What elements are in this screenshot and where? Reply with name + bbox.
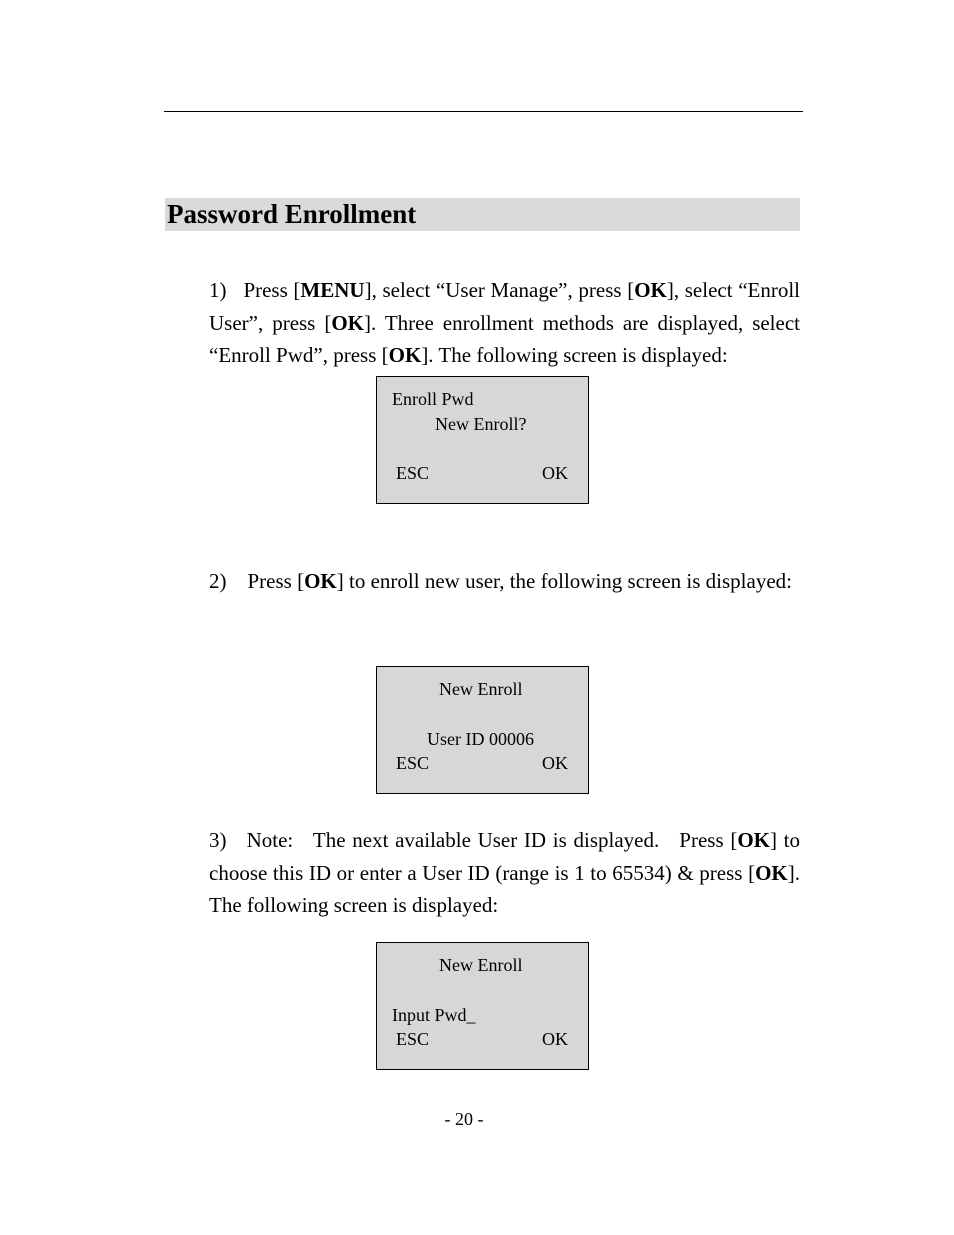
- section-title: Password Enrollment: [167, 199, 417, 229]
- lcd-screen-input-pwd: [376, 942, 589, 1070]
- lcd-esc-label: ESC: [396, 463, 430, 483]
- lcd-line-2: Input Pwd_: [392, 1005, 476, 1025]
- lcd-line-1: Enroll Pwd: [392, 389, 474, 409]
- lcd-ok-label: OK: [542, 1029, 568, 1049]
- step-2-paragraph: 2) Press [OK] to enroll new user, the following screen is displayed:: [209, 569, 792, 593]
- lcd-esc-label: ESC: [396, 1029, 430, 1049]
- lcd-line-2: New Enroll?: [435, 414, 527, 434]
- lcd-line-1: New Enroll: [439, 679, 523, 699]
- step-3-paragraph: 3) Note: The next available User ID is displayed. Press [OK] to choose this ID or enter a User ID (range is 1 to 65534) & press [OK]. The following screen is displayed:: [209, 828, 816, 917]
- ok-key: OK: [755, 860, 788, 885]
- ok-key: OK: [388, 343, 422, 367]
- lcd-ok-label: OK: [542, 753, 568, 773]
- step-2-number: 2): [209, 569, 227, 593]
- ok-key: OK: [304, 569, 337, 593]
- lcd-ok-label: OK: [542, 463, 568, 483]
- menu-key: MENU: [300, 278, 365, 302]
- lcd-esc-label: ESC: [396, 753, 430, 773]
- page-number: - 20 -: [444, 1109, 484, 1129]
- header-rule: [164, 111, 803, 112]
- lcd-line-1: New Enroll: [439, 955, 523, 975]
- step-1-paragraph: 1) Press [MENU], select “User Manage”, press [OK], select “Enroll User”, press [OK]. Three enrollment methods are displayed, select “Enroll Pwd”, press [OK]. The following screen is displayed:: [209, 278, 801, 367]
- step-3-number: 3): [209, 828, 227, 852]
- lcd-screen-enroll-pwd: [376, 376, 589, 504]
- ok-key: OK: [331, 310, 364, 335]
- section-heading-bar: [165, 198, 800, 231]
- step-1-number: 1): [209, 278, 227, 302]
- lcd-line-2: User ID 00006: [427, 729, 534, 749]
- ok-key: OK: [737, 828, 770, 852]
- ok-key: OK: [634, 278, 667, 302]
- lcd-screen-new-enroll-id: [376, 666, 589, 794]
